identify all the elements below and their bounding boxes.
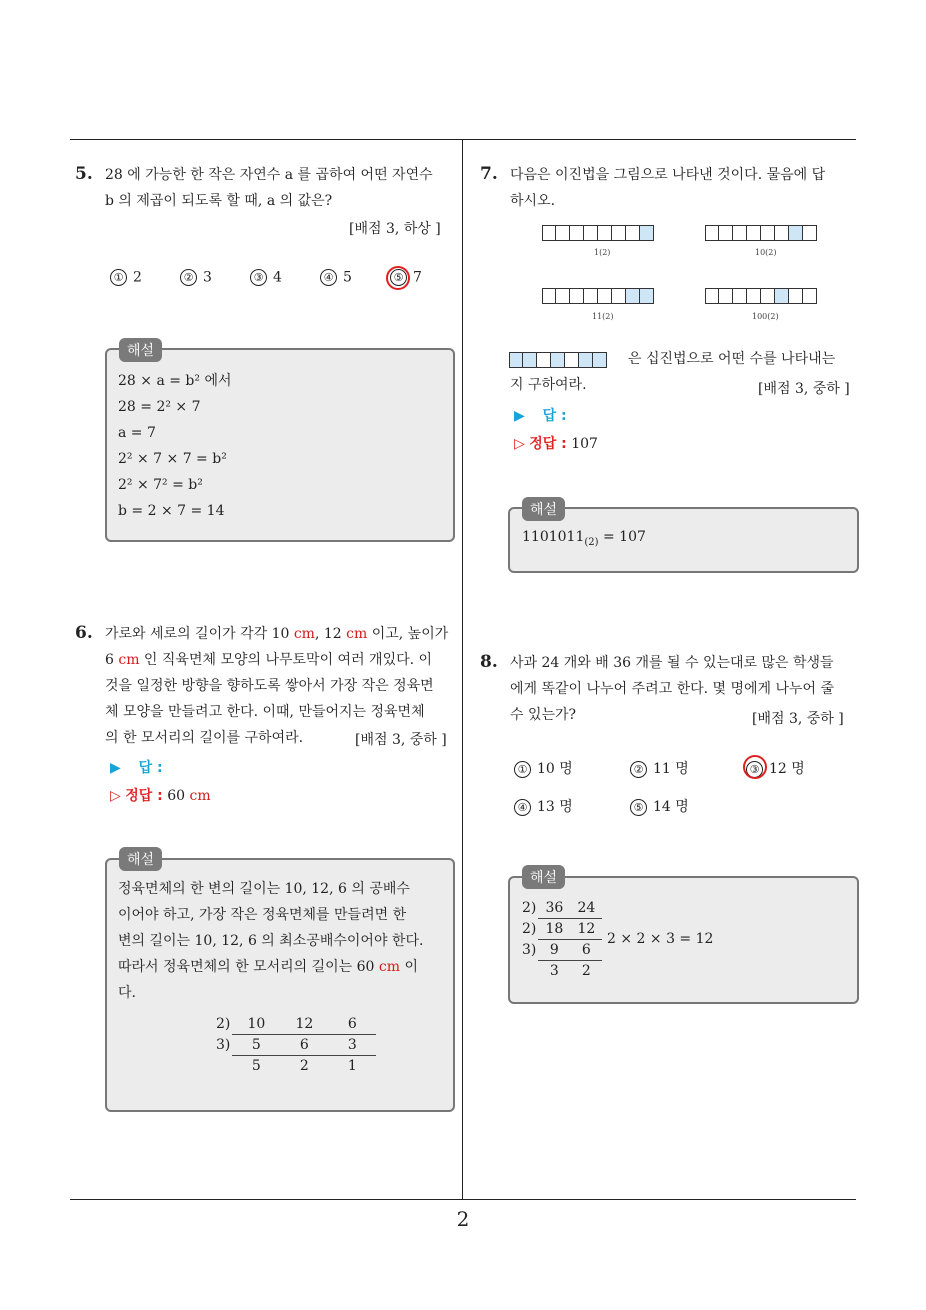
score-meta: [배점 3, 중하 ] [355,732,447,748]
outline-triangle-icon: ▷ [514,436,525,452]
binary-cell [584,289,598,303]
choice-2[interactable] [180,269,212,286]
binary-cell [598,226,612,240]
binary-cell [584,226,598,240]
choice-label: 2 [133,269,142,286]
choice-mark: ① [514,761,531,778]
question-line: b 의 제곱이 되도록 할 때, a 의 값은? [105,193,333,209]
binary-cell [570,226,584,240]
selected-answer-marker [386,266,410,290]
binary-cell [719,226,733,240]
solution-tag: 해설 [522,865,565,889]
score-meta: [배점 3, 중하 ] [758,381,850,397]
binary-caption: 1(2) [594,248,611,257]
division-ladder: 2) 36 24 2) 18 12 3) 9 6 3 2 [516,898,602,981]
binary-cell [556,289,570,303]
question-line: 가로와 세로의 길이가 각각 10 cm, 12 cm 이고, 높이가 [105,626,449,642]
correct-answer-line [110,785,211,805]
choice-mark: ③ [746,761,763,778]
binary-caption: 11(2) [592,312,614,321]
choice-label: 12 명 [769,761,805,777]
solution-line: 다. [118,985,136,1001]
solution-line: 2² × 7 × 7 = b² [118,451,227,467]
question-number: 6. [75,623,93,643]
binary-cell [775,226,789,240]
binary-cell [705,226,719,240]
outline-triangle-icon: ▷ [110,788,121,804]
binary-cell [705,289,719,303]
correct-answer-line [514,433,598,453]
question-line: 하시오. [510,193,556,209]
binary-cell [537,353,551,367]
choice-label: 11 명 [653,761,689,777]
binary-cell [719,289,733,303]
choice-label: 3 [203,269,212,286]
binary-cell [747,289,761,303]
binary-strip-3 [542,288,654,304]
question-line: 체 모양을 만들려고 한다. 이때, 만들어지는 정육면체 [105,704,425,720]
correct-value: 107 [571,436,598,452]
binary-cell [556,226,570,240]
question-number: 7. [480,164,498,184]
choice-mark: ④ [320,269,337,286]
solution-tag: 해설 [119,338,162,362]
question-line: 의 한 모서리의 길이를 구하여라. [105,730,304,746]
correct-label: 정답 : [529,436,567,452]
choice-mark: ⑤ [630,799,647,816]
bottom-rule [70,1199,856,1200]
binary-cell [551,353,565,367]
question-text [510,162,860,214]
choice-label: 5 [343,269,352,286]
page-number: 2 [456,1207,470,1231]
division-ladder: 2) 10 12 6 3) 5 6 3 5 2 1 [210,1014,376,1076]
choice-2[interactable] [630,758,689,778]
binary-cell [626,226,640,240]
binary-cell [542,226,556,240]
top-rule [70,139,856,140]
binary-cell [579,353,593,367]
selected-answer-marker [743,755,767,779]
question-strip [509,352,607,368]
binary-cell [542,289,556,303]
choice-mark: ② [630,761,647,778]
choice-label: 10 명 [537,761,573,777]
binary-cell [747,226,761,240]
choice-mark: ⑤ [390,269,407,286]
answer-label: 답 : [542,408,567,424]
binary-cell [612,289,626,303]
correct-value: 60 [167,788,190,804]
question-line: 지 구하여라. [510,377,587,393]
answer-label: 답 : [138,760,163,776]
choice-1[interactable] [110,269,142,286]
binary-strip-2 [705,225,817,241]
binary-cell [733,289,747,303]
binary-caption: 10(2) [755,248,777,257]
answer-line[interactable] [110,757,163,777]
choice-mark: ④ [514,799,531,816]
binary-cell [733,226,747,240]
solution-line: 변의 길이는 10, 12, 6 의 최소공배수이어야 한다. [118,933,424,949]
solution-body: $1101011_{(2)} = 107$ [522,529,646,548]
choice-label: 14 명 [653,799,689,815]
binary-cell [593,353,607,367]
solution-tag: 해설 [522,497,565,521]
solution-body [118,876,448,1006]
solution-line: 28 × a = b² 에서 [118,373,232,389]
solution-body [118,368,232,524]
choice-5[interactable] [630,796,689,816]
binary-cell [803,226,817,240]
choice-1[interactable] [514,758,573,778]
question-number: 5. [75,164,93,184]
choice-mark: ① [110,269,127,286]
solution-line: 이어야 하고, 가장 작은 정육면체를 만들려면 한 [118,907,407,923]
question-line: 사과 24 개와 배 36 개를 될 수 있는대로 많은 학생들 [510,655,834,671]
binary-cell [775,289,789,303]
solution-tag: 해설 [119,847,162,871]
correct-label: 정답 : [125,788,163,804]
question-text [105,162,460,214]
question-line: 에게 똑같이 나누어 주려고 한다. 몇 명에게 나누어 줄 [510,681,835,697]
question-line: 수 있는가? [510,707,577,723]
question-number: 8. [480,652,498,672]
binary-cell [640,289,654,303]
choice-mark: ② [180,269,197,286]
choice-label: 4 [273,269,282,286]
question-line: 6 cm 인 직육면체 모양의 나무토막이 여러 개있다. 이 [105,652,433,668]
solution-line: a = 7 [118,425,156,441]
choice-4[interactable] [320,269,352,286]
solution-line: 정육면체의 한 변의 길이는 10, 12, 6 의 공배수 [118,881,410,897]
answer-line[interactable] [514,405,567,425]
column-divider [462,139,463,1200]
binary-cell [789,289,803,303]
play-icon: ▶ [110,760,121,776]
choice-3[interactable] [250,269,282,286]
binary-caption: 100(2) [752,312,779,321]
binary-cell [789,226,803,240]
solution-line: 2² × 7² = b² [118,477,203,493]
question-line: 다음은 이진법을 그림으로 나타낸 것이다. 물음에 답 [510,167,826,183]
score-meta: [배점 3, 중하 ] [752,711,844,727]
binary-strip-4 [705,288,817,304]
solution-line: b = 2 × 7 = 14 [118,503,225,519]
solution-line: 28 = 2² × 7 [118,399,201,415]
binary-cell [570,289,584,303]
binary-cell [803,289,817,303]
choice-label: 13 명 [537,799,573,815]
play-icon: ▶ [514,408,525,424]
binary-cell [565,353,579,367]
choice-mark: ③ [250,269,267,286]
binary-cell [761,289,775,303]
question-line: 것을 일정한 방향을 향하도록 쌓아서 가장 작은 정육면 [105,678,434,694]
binary-cell [509,353,523,367]
binary-cell [523,353,537,367]
correct-unit: cm [189,788,211,804]
binary-cell [761,226,775,240]
question-line: 은 십진법으로 어떤 수를 나타내는 [628,351,836,367]
choice-4[interactable] [514,796,573,816]
binary-cell [626,289,640,303]
binary-cell [640,226,654,240]
solution-result: 2 × 2 × 3 = 12 [607,931,714,947]
question-line: 28 에 가능한 한 작은 자연수 a 를 곱하여 어떤 자연수 [105,167,433,183]
solution-line: 따라서 정육면체의 한 모서리의 길이는 60 cm 이 [118,959,419,975]
score-meta: [배점 3, 하상 ] [349,221,441,237]
choice-label: 7 [413,269,422,286]
binary-cell [598,289,612,303]
binary-strip-1 [542,225,654,241]
binary-cell [612,226,626,240]
